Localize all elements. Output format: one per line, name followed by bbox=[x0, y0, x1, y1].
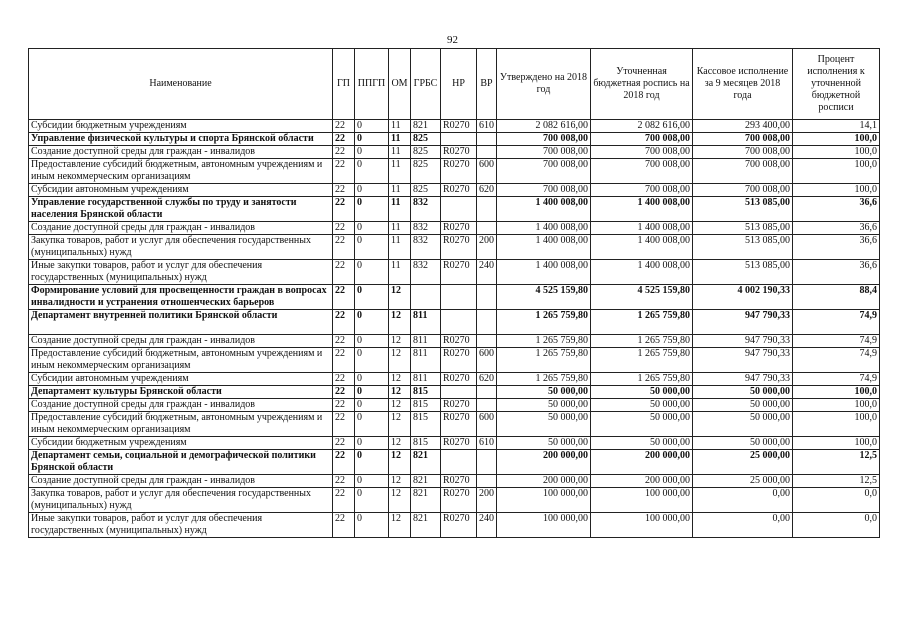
cell-cash: 4 002 190,33 bbox=[693, 285, 793, 310]
cell-percent: 100,0 bbox=[793, 159, 880, 184]
table-row bbox=[29, 475, 880, 488]
table-row bbox=[29, 197, 880, 222]
cell-om: 11 bbox=[389, 159, 411, 184]
cell-cash: 50 000,00 bbox=[693, 412, 793, 437]
cell-name: Создание доступной среды для граждан - инвалидов bbox=[29, 146, 333, 159]
table-row bbox=[29, 159, 880, 184]
cell-grbs: 832 bbox=[411, 222, 441, 235]
cell-percent: 0,0 bbox=[793, 513, 880, 538]
cell-approved: 1 400 008,00 bbox=[497, 222, 591, 235]
cell-vr: 600 bbox=[477, 412, 497, 437]
cell-gp: 22 bbox=[333, 184, 355, 197]
cell-refined: 1 265 759,80 bbox=[591, 348, 693, 373]
cell-gp: 22 bbox=[333, 475, 355, 488]
cell-ppgp: 0 bbox=[355, 373, 389, 386]
cell-percent: 12,5 bbox=[793, 450, 880, 475]
cell-name: Создание доступной среды для граждан - инвалидов bbox=[29, 475, 333, 488]
table-row bbox=[29, 373, 880, 386]
cell-vr: 200 bbox=[477, 488, 497, 513]
cell-nr bbox=[441, 133, 477, 146]
cell-vr bbox=[477, 310, 497, 335]
cell-gp: 22 bbox=[333, 348, 355, 373]
table-row bbox=[29, 513, 880, 538]
cell-approved: 700 008,00 bbox=[497, 184, 591, 197]
cell-refined: 1 265 759,80 bbox=[591, 373, 693, 386]
cell-grbs: 832 bbox=[411, 260, 441, 285]
cell-refined: 1 265 759,80 bbox=[591, 310, 693, 335]
header-gp: ГП bbox=[333, 49, 355, 120]
cell-om: 11 bbox=[389, 146, 411, 159]
cell-name: Департамент культуры Брянской области bbox=[29, 386, 333, 399]
header-refined: Уточненная бюджетная роспись на 2018 год bbox=[591, 49, 693, 120]
cell-refined: 200 000,00 bbox=[591, 475, 693, 488]
cell-gp: 22 bbox=[333, 488, 355, 513]
cell-approved: 1 265 759,80 bbox=[497, 373, 591, 386]
cell-refined: 200 000,00 bbox=[591, 450, 693, 475]
table-row bbox=[29, 399, 880, 412]
cell-refined: 700 008,00 bbox=[591, 159, 693, 184]
cell-ppgp: 0 bbox=[355, 450, 389, 475]
cell-percent: 74,9 bbox=[793, 348, 880, 373]
cell-percent: 36,6 bbox=[793, 197, 880, 222]
header-name: Наименование bbox=[29, 49, 333, 120]
cell-percent: 100,0 bbox=[793, 133, 880, 146]
cell-ppgp: 0 bbox=[355, 159, 389, 184]
cell-vr: 200 bbox=[477, 235, 497, 260]
cell-name: Предоставление субсидий бюджетным, автономным учреждениям и иным некоммерческим организациям bbox=[29, 159, 333, 184]
cell-ppgp: 0 bbox=[355, 235, 389, 260]
cell-approved: 50 000,00 bbox=[497, 386, 591, 399]
cell-om: 11 bbox=[389, 133, 411, 146]
budget-table bbox=[28, 48, 880, 538]
table-body bbox=[29, 120, 880, 538]
cell-om: 12 bbox=[389, 450, 411, 475]
cell-grbs: 815 bbox=[411, 437, 441, 450]
cell-percent: 36,6 bbox=[793, 235, 880, 260]
cell-approved: 100 000,00 bbox=[497, 513, 591, 538]
cell-ppgp: 0 bbox=[355, 260, 389, 285]
cell-vr bbox=[477, 197, 497, 222]
cell-name: Субсидии бюджетным учреждениям bbox=[29, 120, 333, 133]
header-grbs: ГРБС bbox=[411, 49, 441, 120]
cell-refined: 700 008,00 bbox=[591, 184, 693, 197]
cell-cash: 947 790,33 bbox=[693, 348, 793, 373]
cell-percent: 100,0 bbox=[793, 399, 880, 412]
cell-vr bbox=[477, 222, 497, 235]
cell-ppgp: 0 bbox=[355, 437, 389, 450]
cell-refined: 700 008,00 bbox=[591, 133, 693, 146]
cell-grbs: 825 bbox=[411, 159, 441, 184]
cell-ppgp: 0 bbox=[355, 513, 389, 538]
cell-cash: 0,00 bbox=[693, 513, 793, 538]
cell-om: 12 bbox=[389, 437, 411, 450]
cell-refined: 50 000,00 bbox=[591, 386, 693, 399]
cell-grbs: 815 bbox=[411, 412, 441, 437]
cell-name: Субсидии автономным учреждениям bbox=[29, 373, 333, 386]
cell-gp: 22 bbox=[333, 146, 355, 159]
table-header-row bbox=[29, 49, 880, 120]
cell-vr: 240 bbox=[477, 513, 497, 538]
cell-name: Субсидии автономным учреждениям bbox=[29, 184, 333, 197]
cell-refined: 2 082 616,00 bbox=[591, 120, 693, 133]
cell-gp: 22 bbox=[333, 159, 355, 184]
cell-ppgp: 0 bbox=[355, 222, 389, 235]
cell-om: 12 bbox=[389, 285, 411, 310]
cell-cash: 513 085,00 bbox=[693, 235, 793, 260]
cell-cash: 947 790,33 bbox=[693, 335, 793, 348]
cell-percent: 88,4 bbox=[793, 285, 880, 310]
cell-nr: R0270 bbox=[441, 348, 477, 373]
cell-vr bbox=[477, 450, 497, 475]
cell-grbs: 832 bbox=[411, 197, 441, 222]
cell-refined: 100 000,00 bbox=[591, 513, 693, 538]
cell-name: Создание доступной среды для граждан - инвалидов bbox=[29, 222, 333, 235]
table-row bbox=[29, 335, 880, 348]
cell-approved: 2 082 616,00 bbox=[497, 120, 591, 133]
cell-grbs: 825 bbox=[411, 146, 441, 159]
cell-om: 12 bbox=[389, 348, 411, 373]
cell-ppgp: 0 bbox=[355, 475, 389, 488]
cell-name: Иные закупки товаров, работ и услуг для обеспечения государственных (муниципальных) нужд bbox=[29, 513, 333, 538]
header-approved: Утверждено на 2018 год bbox=[497, 49, 591, 120]
cell-om: 11 bbox=[389, 222, 411, 235]
cell-ppgp: 0 bbox=[355, 335, 389, 348]
table-row bbox=[29, 133, 880, 146]
table-row bbox=[29, 146, 880, 159]
cell-gp: 22 bbox=[333, 120, 355, 133]
cell-ppgp: 0 bbox=[355, 386, 389, 399]
cell-name: Предоставление субсидий бюджетным, автономным учреждениям и иным некоммерческим организациям bbox=[29, 412, 333, 437]
cell-om: 12 bbox=[389, 386, 411, 399]
cell-vr bbox=[477, 386, 497, 399]
table-row bbox=[29, 235, 880, 260]
page-number: 92 bbox=[447, 34, 458, 46]
table-row bbox=[29, 184, 880, 197]
cell-grbs: 811 bbox=[411, 373, 441, 386]
cell-name: Департамент внутренней политики Брянской области bbox=[29, 310, 333, 335]
cell-ppgp: 0 bbox=[355, 120, 389, 133]
cell-vr: 620 bbox=[477, 373, 497, 386]
header-vr: ВР bbox=[477, 49, 497, 120]
cell-gp: 22 bbox=[333, 235, 355, 260]
cell-refined: 100 000,00 bbox=[591, 488, 693, 513]
cell-nr: R0270 bbox=[441, 159, 477, 184]
cell-vr bbox=[477, 146, 497, 159]
cell-percent: 36,6 bbox=[793, 260, 880, 285]
cell-cash: 700 008,00 bbox=[693, 146, 793, 159]
cell-om: 12 bbox=[389, 513, 411, 538]
cell-grbs: 832 bbox=[411, 235, 441, 260]
cell-refined: 1 400 008,00 bbox=[591, 197, 693, 222]
cell-refined: 50 000,00 bbox=[591, 412, 693, 437]
cell-vr: 610 bbox=[477, 120, 497, 133]
cell-cash: 947 790,33 bbox=[693, 310, 793, 335]
table-row bbox=[29, 285, 880, 310]
cell-name: Формирование условий для просвещенности граждан в вопросах инвалидности и устранения отношенческих барьеров bbox=[29, 285, 333, 310]
cell-approved: 4 525 159,80 bbox=[497, 285, 591, 310]
cell-vr bbox=[477, 475, 497, 488]
table-row bbox=[29, 120, 880, 133]
cell-gp: 22 bbox=[333, 285, 355, 310]
cell-name: Субсидии бюджетным учреждениям bbox=[29, 437, 333, 450]
cell-ppgp: 0 bbox=[355, 488, 389, 513]
cell-cash: 25 000,00 bbox=[693, 450, 793, 475]
table-row bbox=[29, 310, 880, 335]
table-row bbox=[29, 412, 880, 437]
cell-ppgp: 0 bbox=[355, 197, 389, 222]
cell-cash: 293 400,00 bbox=[693, 120, 793, 133]
cell-percent: 0,0 bbox=[793, 488, 880, 513]
cell-vr: 600 bbox=[477, 348, 497, 373]
cell-name: Создание доступной среды для граждан - инвалидов bbox=[29, 335, 333, 348]
header-percent: Процент исполнения к уточненной бюджетной росписи bbox=[793, 49, 880, 120]
cell-approved: 100 000,00 bbox=[497, 488, 591, 513]
cell-ppgp: 0 bbox=[355, 133, 389, 146]
cell-name: Закупка товаров, работ и услуг для обеспечения государственных (муниципальных) нужд bbox=[29, 235, 333, 260]
cell-ppgp: 0 bbox=[355, 348, 389, 373]
cell-ppgp: 0 bbox=[355, 285, 389, 310]
cell-percent: 12,5 bbox=[793, 475, 880, 488]
cell-percent: 100,0 bbox=[793, 386, 880, 399]
table-row bbox=[29, 450, 880, 475]
cell-name: Иные закупки товаров, работ и услуг для обеспечения государственных (муниципальных) нужд bbox=[29, 260, 333, 285]
cell-nr: R0270 bbox=[441, 488, 477, 513]
cell-vr bbox=[477, 335, 497, 348]
cell-vr: 600 bbox=[477, 159, 497, 184]
cell-percent: 100,0 bbox=[793, 146, 880, 159]
cell-cash: 700 008,00 bbox=[693, 184, 793, 197]
cell-refined: 1 400 008,00 bbox=[591, 235, 693, 260]
cell-name: Создание доступной среды для граждан - инвалидов bbox=[29, 399, 333, 412]
cell-gp: 22 bbox=[333, 373, 355, 386]
cell-nr: R0270 bbox=[441, 120, 477, 133]
table-row bbox=[29, 386, 880, 399]
cell-approved: 1 265 759,80 bbox=[497, 310, 591, 335]
cell-name: Департамент семьи, социальной и демографической политики Брянской области bbox=[29, 450, 333, 475]
cell-om: 11 bbox=[389, 197, 411, 222]
cell-grbs: 825 bbox=[411, 184, 441, 197]
cell-percent: 14,1 bbox=[793, 120, 880, 133]
cell-gp: 22 bbox=[333, 450, 355, 475]
cell-approved: 1 400 008,00 bbox=[497, 235, 591, 260]
cell-nr: R0270 bbox=[441, 475, 477, 488]
cell-approved: 1 400 008,00 bbox=[497, 260, 591, 285]
cell-grbs: 821 bbox=[411, 120, 441, 133]
cell-refined: 700 008,00 bbox=[591, 146, 693, 159]
cell-nr bbox=[441, 285, 477, 310]
cell-vr bbox=[477, 399, 497, 412]
cell-vr: 240 bbox=[477, 260, 497, 285]
cell-approved: 50 000,00 bbox=[497, 437, 591, 450]
cell-grbs: 811 bbox=[411, 310, 441, 335]
cell-om: 12 bbox=[389, 373, 411, 386]
table-row bbox=[29, 348, 880, 373]
cell-percent: 74,9 bbox=[793, 335, 880, 348]
table-row bbox=[29, 222, 880, 235]
cell-gp: 22 bbox=[333, 437, 355, 450]
cell-approved: 700 008,00 bbox=[497, 133, 591, 146]
cell-nr bbox=[441, 450, 477, 475]
cell-vr bbox=[477, 285, 497, 310]
cell-name: Управление физической культуры и спорта Брянской области bbox=[29, 133, 333, 146]
cell-refined: 4 525 159,80 bbox=[591, 285, 693, 310]
cell-refined: 50 000,00 bbox=[591, 437, 693, 450]
cell-gp: 22 bbox=[333, 335, 355, 348]
cell-ppgp: 0 bbox=[355, 184, 389, 197]
cell-gp: 22 bbox=[333, 222, 355, 235]
cell-om: 12 bbox=[389, 488, 411, 513]
cell-om: 11 bbox=[389, 120, 411, 133]
cell-nr: R0270 bbox=[441, 146, 477, 159]
cell-grbs bbox=[411, 285, 441, 310]
cell-percent: 74,9 bbox=[793, 373, 880, 386]
cell-om: 11 bbox=[389, 235, 411, 260]
cell-nr: R0270 bbox=[441, 399, 477, 412]
cell-approved: 700 008,00 bbox=[497, 159, 591, 184]
cell-grbs: 821 bbox=[411, 450, 441, 475]
cell-refined: 50 000,00 bbox=[591, 399, 693, 412]
cell-om: 11 bbox=[389, 184, 411, 197]
cell-nr: R0270 bbox=[441, 184, 477, 197]
cell-cash: 513 085,00 bbox=[693, 260, 793, 285]
cell-grbs: 825 bbox=[411, 133, 441, 146]
cell-approved: 200 000,00 bbox=[497, 450, 591, 475]
cell-cash: 25 000,00 bbox=[693, 475, 793, 488]
cell-gp: 22 bbox=[333, 133, 355, 146]
cell-om: 12 bbox=[389, 399, 411, 412]
cell-vr bbox=[477, 133, 497, 146]
cell-cash: 513 085,00 bbox=[693, 222, 793, 235]
table-row bbox=[29, 437, 880, 450]
cell-cash: 700 008,00 bbox=[693, 159, 793, 184]
cell-cash: 50 000,00 bbox=[693, 437, 793, 450]
cell-percent: 100,0 bbox=[793, 437, 880, 450]
cell-approved: 50 000,00 bbox=[497, 412, 591, 437]
cell-gp: 22 bbox=[333, 260, 355, 285]
cell-om: 12 bbox=[389, 310, 411, 335]
cell-om: 12 bbox=[389, 412, 411, 437]
cell-gp: 22 bbox=[333, 386, 355, 399]
cell-grbs: 811 bbox=[411, 335, 441, 348]
cell-nr: R0270 bbox=[441, 373, 477, 386]
cell-approved: 50 000,00 bbox=[497, 399, 591, 412]
table-row bbox=[29, 260, 880, 285]
cell-gp: 22 bbox=[333, 310, 355, 335]
cell-ppgp: 0 bbox=[355, 399, 389, 412]
cell-grbs: 815 bbox=[411, 399, 441, 412]
header-cash: Кассовое исполнение за 9 месяцев 2018 года bbox=[693, 49, 793, 120]
cell-nr: R0270 bbox=[441, 335, 477, 348]
cell-cash: 50 000,00 bbox=[693, 386, 793, 399]
cell-approved: 1 265 759,80 bbox=[497, 335, 591, 348]
header-ppgp: ППГП bbox=[355, 49, 389, 120]
cell-approved: 1 400 008,00 bbox=[497, 197, 591, 222]
cell-nr: R0270 bbox=[441, 235, 477, 260]
cell-grbs: 821 bbox=[411, 475, 441, 488]
cell-cash: 0,00 bbox=[693, 488, 793, 513]
cell-percent: 100,0 bbox=[793, 184, 880, 197]
cell-om: 12 bbox=[389, 475, 411, 488]
cell-approved: 200 000,00 bbox=[497, 475, 591, 488]
cell-om: 11 bbox=[389, 260, 411, 285]
cell-name: Предоставление субсидий бюджетным, автономным учреждениям и иным некоммерческим организациям bbox=[29, 348, 333, 373]
header-om: ОМ bbox=[389, 49, 411, 120]
cell-grbs: 821 bbox=[411, 488, 441, 513]
cell-vr: 620 bbox=[477, 184, 497, 197]
cell-gp: 22 bbox=[333, 412, 355, 437]
cell-approved: 700 008,00 bbox=[497, 146, 591, 159]
cell-refined: 1 400 008,00 bbox=[591, 260, 693, 285]
cell-gp: 22 bbox=[333, 513, 355, 538]
cell-ppgp: 0 bbox=[355, 310, 389, 335]
cell-nr: R0270 bbox=[441, 412, 477, 437]
cell-nr: R0270 bbox=[441, 437, 477, 450]
cell-refined: 1 265 759,80 bbox=[591, 335, 693, 348]
cell-nr: R0270 bbox=[441, 260, 477, 285]
cell-gp: 22 bbox=[333, 197, 355, 222]
cell-nr bbox=[441, 197, 477, 222]
cell-ppgp: 0 bbox=[355, 412, 389, 437]
cell-refined: 1 400 008,00 bbox=[591, 222, 693, 235]
cell-nr bbox=[441, 310, 477, 335]
cell-percent: 100,0 bbox=[793, 412, 880, 437]
cell-grbs: 815 bbox=[411, 386, 441, 399]
cell-percent: 36,6 bbox=[793, 222, 880, 235]
cell-cash: 700 008,00 bbox=[693, 133, 793, 146]
cell-om: 12 bbox=[389, 335, 411, 348]
cell-grbs: 821 bbox=[411, 513, 441, 538]
table-row bbox=[29, 488, 880, 513]
cell-gp: 22 bbox=[333, 399, 355, 412]
cell-ppgp: 0 bbox=[355, 146, 389, 159]
cell-grbs: 811 bbox=[411, 348, 441, 373]
cell-vr: 610 bbox=[477, 437, 497, 450]
cell-approved: 1 265 759,80 bbox=[497, 348, 591, 373]
cell-name: Закупка товаров, работ и услуг для обеспечения государственных (муниципальных) нужд bbox=[29, 488, 333, 513]
cell-cash: 513 085,00 bbox=[693, 197, 793, 222]
cell-cash: 947 790,33 bbox=[693, 373, 793, 386]
cell-percent: 74,9 bbox=[793, 310, 880, 335]
cell-name: Управление государственной службы по труду и занятости населения Брянской области bbox=[29, 197, 333, 222]
cell-nr: R0270 bbox=[441, 222, 477, 235]
cell-cash: 50 000,00 bbox=[693, 399, 793, 412]
header-nr: НР bbox=[441, 49, 477, 120]
cell-nr bbox=[441, 386, 477, 399]
cell-nr: R0270 bbox=[441, 513, 477, 538]
